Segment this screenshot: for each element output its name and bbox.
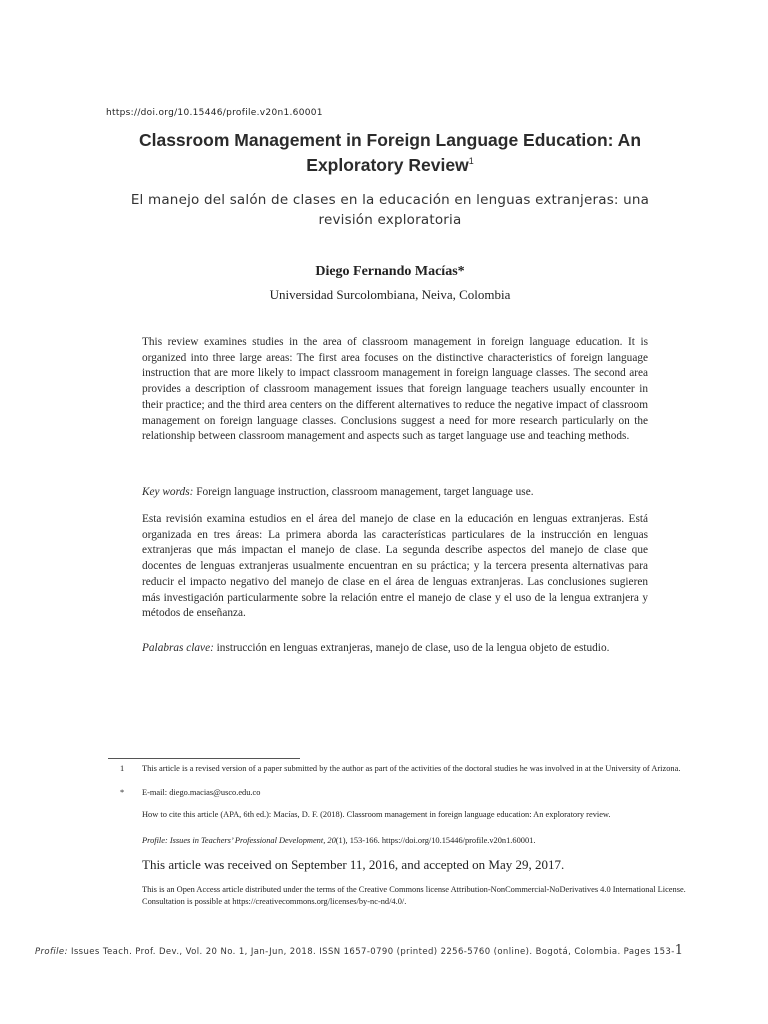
page-footer [35, 943, 735, 958]
palabras-label: Palabras clave: [142, 642, 214, 654]
doi-link[interactable]: https://doi.org/10.15446/profile.v20n1.60001 [106, 108, 323, 118]
license-notice[interactable]: This is an Open Access article distributed under the terms of the Creative Commons license Attribution-NonCommercial-NoDerivatives 4.0 International License. Consultation is possible at https://creativecommons.org/licenses/by-nc-nd/4.0/. [142, 885, 686, 906]
citation-line-2 [142, 835, 682, 847]
footer-journal: Profile: [35, 947, 68, 957]
author-name: Diego Fernando Macías* [315, 264, 465, 279]
received-notice: This article was received on September 11, 2016, and accepted on May 29, 2017. [142, 857, 565, 872]
abstract-english: This review examines studies in the area of classroom management in foreign language education. It is organized into three large areas: The first area focuses on the distinctive characteristics of foreign language instruction that are more likely to impact classroom management in foreign language classes. The second area provides a description of classroom management issues that foreign language teachers usually encounter in their practice; and the third area centers on the different alternatives to reduce the negative impact of classroom management on foreign language classes. Conclusions suggest a need for more research particularly on the relationship between classroom management and aspects such as target language use and teaching methods. [142, 336, 648, 443]
article-title [110, 128, 670, 178]
footnote-2-mark: * [120, 788, 125, 797]
footnote-1-mark: 1 [120, 764, 125, 773]
author-affiliation: Universidad Surcolombiana, Neiva, Colombia [269, 287, 511, 302]
abstract-spanish: Esta revisión examina estudios en el área del manejo de clase en la educación en lenguas extranjeras. Está organizada en tres áreas: La primera aborda las características particulares de la instrucción en lenguas extranjeras que más impactan el manejo de clase. La segunda describe aspectos del manejo de clase que docentes de lenguas extranjeras usualmente encuentran en su práctica; y la tercera presenta alternativas para reducir el impacto negativo del manejo de clase en el área de lenguas extranjeras. Las conclusiones sugieren más investigación particularmente sobre la relación entre el manejo de clase y el uso de la lengua extranjera y métodos de enseñanza. [142, 513, 648, 620]
article-subtitle: El manejo del salón de clases en la educación en lenguas extranjeras: una revisión exploratoria [130, 192, 650, 228]
citation-line-1: How to cite this article (APA, 6th ed.): Macías, D. F. (2018). Classroom management in foreign language education: An exploratory review. [142, 810, 611, 819]
keywords [142, 485, 648, 501]
citation-journal: Profile: Issues in Teachers’ Professional Development, 20 [142, 836, 336, 845]
footnote-1-text: This article is a revised version of a paper submitted by the author as part of the activities of the doctoral studies he was involved in at the University of Arizona. [142, 764, 681, 773]
palabras-text: instrucción en lenguas extranjeras, manejo de clase, uso de la lengua objeto de estudio. [216, 642, 610, 654]
keywords-label: Key words: [142, 486, 194, 498]
citation-rest[interactable]: (1), 153-166. https://doi.org/10.15446/profile.v20n1.60001. [335, 836, 536, 845]
palabras-clave [142, 641, 648, 657]
title-footnote-mark[interactable]: 1 [468, 156, 474, 167]
footnote-2-email[interactable]: E-mail: diego.macias@usco.edu.co [142, 788, 261, 797]
footer-page-number: 1 [674, 943, 683, 958]
footer-text: Issues Teach. Prof. Dev., Vol. 20 No. 1, Jan-Jun, 2018. ISSN 1657-0790 (printed) 2256-5760 (online). Bogotá, Colombia. Pages 153- [67, 947, 675, 957]
keywords-text: Foreign language instruction, classroom management, target language use. [196, 486, 534, 498]
title-text: Classroom Management in Foreign Language Education: An Exploratory Review [138, 130, 642, 175]
footnote-divider [108, 758, 300, 759]
